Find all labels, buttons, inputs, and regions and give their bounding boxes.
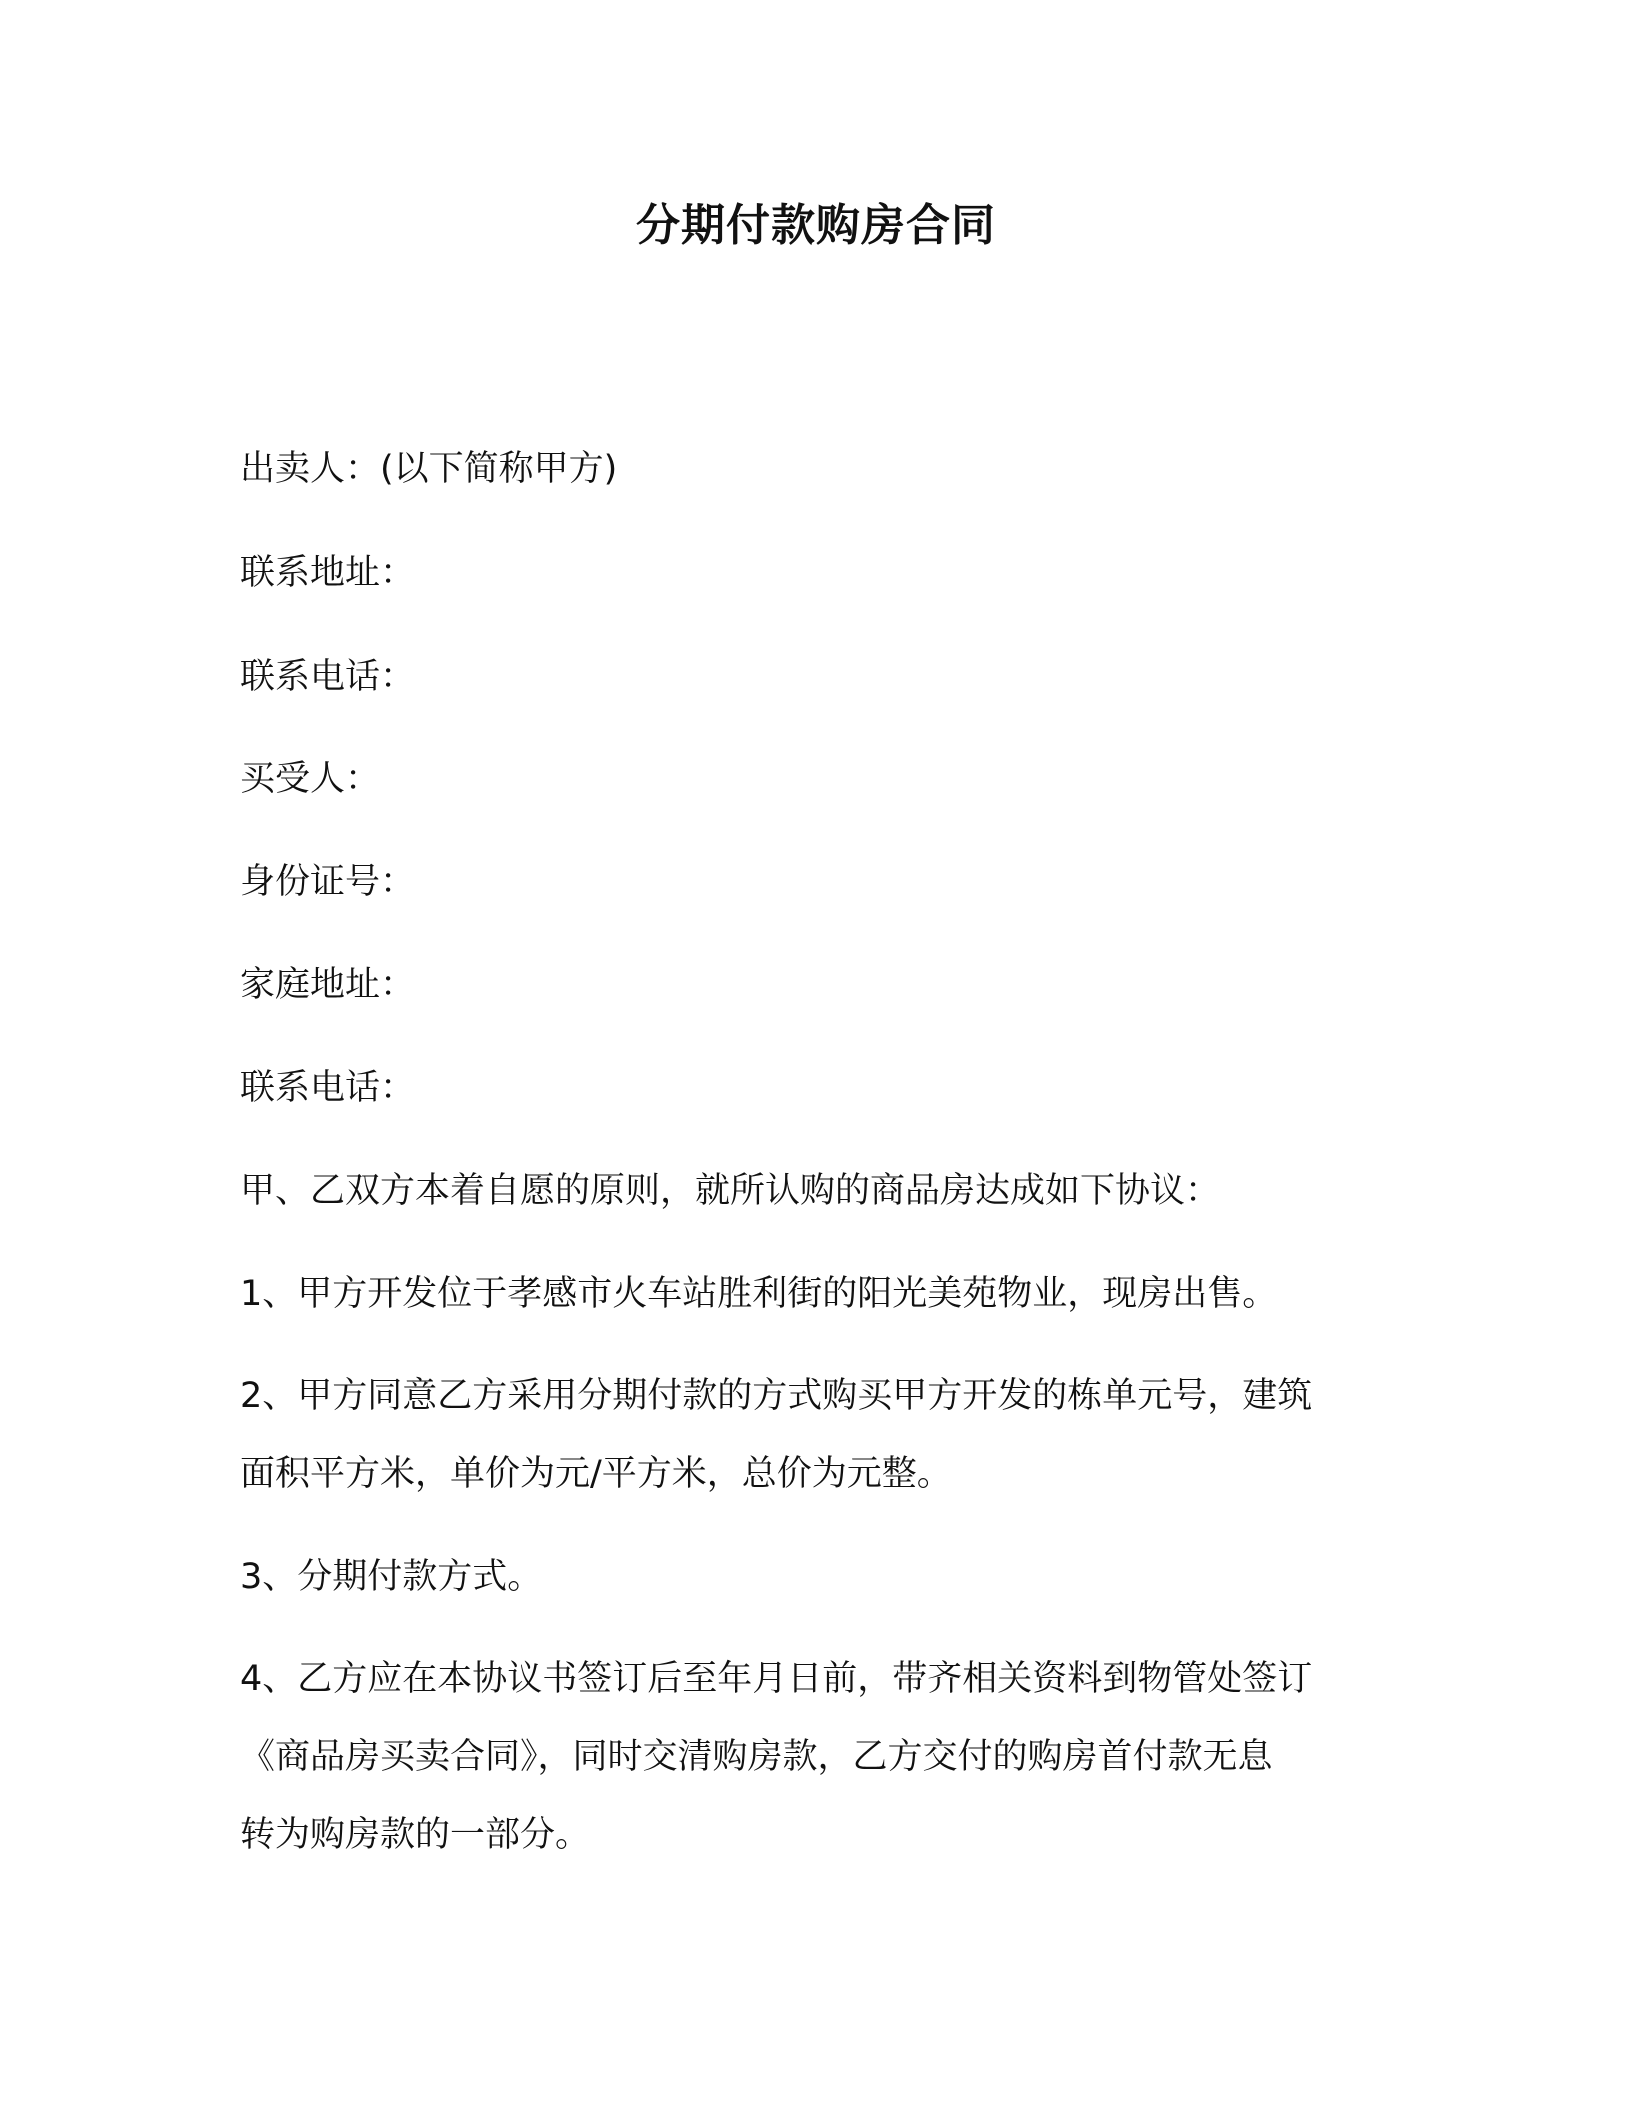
clause-1: 1、甲方开发位于孝感市火车站胜利街的阳光美苑物业，现房出售。 — [240, 1274, 1278, 1314]
clause-4-line-3: 转为购房款的一部分。 — [240, 1815, 591, 1855]
seller-phone-field: 联系电话： — [240, 657, 416, 697]
clause-4-line-1: 4、乙方应在本协议书签订后至年月日前，带齐相关资料到物管处签订 — [240, 1659, 1313, 1699]
buyer-id-field: 身份证号： — [240, 862, 416, 902]
buyer-phone-field: 联系电话： — [240, 1068, 416, 1108]
clause-3: 3、分期付款方式。 — [240, 1557, 543, 1597]
intro-paragraph: 甲、乙双方本着自愿的原则，就所认购的商品房达成如下协议： — [240, 1171, 1221, 1211]
clause-4-line-2: 《商品房买卖合同》，同时交清购房款，乙方交付的购房首付款无息 — [240, 1737, 1273, 1777]
clause-2-line-2: 面积平方米，单价为元/平方米，总价为元整。 — [240, 1454, 952, 1494]
seller-address-field: 联系地址： — [240, 553, 416, 593]
buyer-field: 买受人： — [240, 759, 381, 799]
clause-2-line-1: 2、甲方同意乙方采用分期付款的方式购买甲方开发的栋单元号，建筑 — [240, 1376, 1313, 1416]
document-title: 分期付款购房合同 — [636, 200, 996, 251]
buyer-address-field: 家庭地址： — [240, 965, 416, 1005]
seller-field: 出卖人：(以下简称甲方) — [240, 449, 618, 489]
